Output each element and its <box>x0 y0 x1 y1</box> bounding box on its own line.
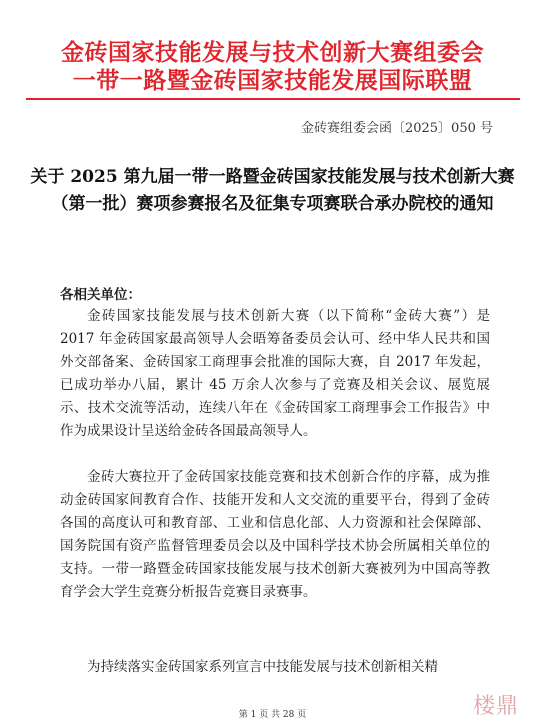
header-org-line-1: 金砖国家技能发展与技术创新大赛组委会 <box>61 40 484 66</box>
watermark-stamp <box>456 686 536 722</box>
paragraph-1: 金砖国家技能发展与技术创新大赛（以下简称“金砖大赛”）是 2017 年金砖国家最高领导人会晤筹备委员会认可、经中华人民共和国外交部备案、金砖国家工商理事会批准的国际大赛，自 2017 年发起，已成功举办八届，累计 45 万余人次参与了竞赛及相关会议、展览展示、技术交流等活动，连续八年在《金砖国家工商理事会工作报告》中作为成果设计呈送给金砖各国最高领导人。 <box>60 308 490 439</box>
watermark-text: 楼鼎 <box>472 693 519 719</box>
paragraph-2: 金砖大赛拉开了金砖国家技能竞赛和技术创新合作的序幕，成为推动金砖国家间教育合作、技能开发和人文交流的重要平台，得到了金砖各国的高度认可和教育部、工业和信息化部、人力资源和社会保障部、国务院国有资产监督管理委员会以及中国科学技术协会所属相关单位的支持。一带一路暨金砖国家技能发展与技术创新大赛被列为中国高等教育学会大学生竞赛分析报告竞赛目录赛事。 <box>60 469 490 600</box>
header-divider <box>26 98 520 100</box>
document-title: 关于 2025 第九届一带一路暨金砖国家技能发展与技术创新大赛（第一批）赛项参赛报名及征集专项赛联合承办院校的通知 <box>30 167 515 214</box>
header-org-line-2: 一带一路暨金砖国家技能发展国际联盟 <box>72 68 473 94</box>
document-number: 金砖赛组委会函〔2025〕050 号 <box>300 121 493 136</box>
paragraph-3: 为持续落实金砖国家系列宣言中技能发展与技术创新相关精 <box>87 659 438 675</box>
page-footer: 第 1 页 共 28 页 <box>238 710 307 720</box>
salutation: 各相关单位： <box>60 287 141 303</box>
